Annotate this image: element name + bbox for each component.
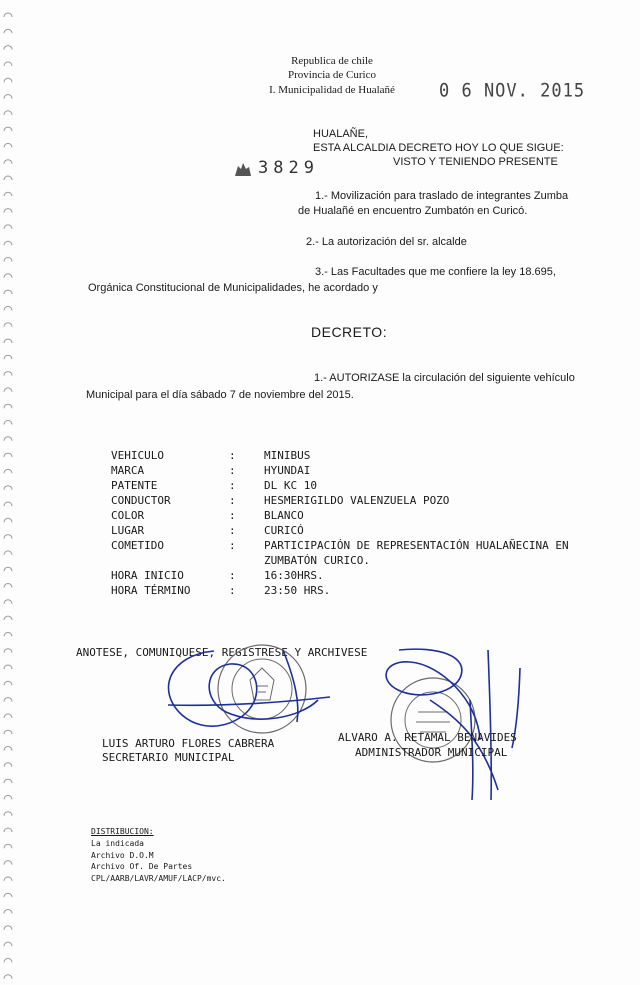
right-signer-title: ADMINISTRADOR MUNICIPAL <box>355 746 508 759</box>
distribution-item: CPL/AARB/LAVR/AMUF/LACP/mvc. <box>91 874 226 883</box>
closing-line: ANOTESE, COMUNIQUESE, REGISTRESE Y ARCHIVESE <box>76 646 368 659</box>
item1-line2: de Hualañé en encuentro Zumbatón en Curicó. <box>298 205 528 217</box>
vehicle-value: DL KC 10 <box>264 479 317 492</box>
vehicle-value: 23:50 HRS. <box>264 584 331 597</box>
vehicle-colon: : <box>229 584 236 597</box>
vehicle-label: HORA INICIO <box>111 569 184 582</box>
vehicle-colon: : <box>229 494 236 507</box>
vehicle-value: MINIBUS <box>264 449 311 462</box>
decree-number: 3829 <box>258 158 319 178</box>
decreto-p1-line2: Municipal para el día sábado 7 de noviembre del 2015. <box>86 389 354 401</box>
item3-line2: Orgánica Constitucional de Municipalidades, he acordado y <box>88 282 378 294</box>
distribution-item: Archivo Of. De Partes <box>91 862 193 871</box>
vehicle-label: LUGAR <box>111 524 145 537</box>
right-signature <box>386 649 520 800</box>
vehicle-colon: : <box>229 524 236 537</box>
province-line: Provincia de Curico <box>288 69 376 81</box>
vehicle-label: CONDUCTOR <box>111 494 171 507</box>
vehicle-label: MARCA <box>111 464 145 477</box>
decreto-heading: DECRETO: <box>311 324 388 340</box>
vehicle-label: PATENTE <box>111 479 158 492</box>
place-line: HUALAÑE, <box>313 128 369 140</box>
vehicle-value: ZUMBATÓN CURICO. <box>264 554 370 567</box>
municipality-line: I. Municipalidad de Hualañé <box>269 84 395 96</box>
item1-line1: 1.- Movilización para traslado de integrantes Zumba <box>315 190 569 202</box>
distribution-heading: DISTRIBUCION: <box>91 827 154 836</box>
vehicle-label: VEHICULO <box>111 449 164 462</box>
vehicle-colon: : <box>229 509 236 522</box>
vehicle-label: COLOR <box>111 509 145 522</box>
item3-line1: 3.- Las Facultades que me confiere la ley 18.695, <box>315 266 556 278</box>
vehicle-colon: : <box>229 569 236 582</box>
vehicle-colon: : <box>229 479 236 492</box>
vehicle-label: HORA TÉRMINO <box>111 584 191 597</box>
distribution-item: Archivo D.O.M <box>91 851 154 860</box>
vehicle-colon: : <box>229 449 236 462</box>
vehicle-value: 16:30HRS. <box>264 569 324 582</box>
vehicle-value: CURICÓ <box>264 524 304 537</box>
vehicle-colon: : <box>229 539 236 552</box>
vehicle-colon: : <box>229 464 236 477</box>
decree-intro-line: ESTA ALCALDIA DECRETO HOY LO QUE SIGUE: <box>313 142 564 154</box>
vehicle-value: HYUNDAI <box>264 464 311 477</box>
vehicle-value: HESMERIGILDO VALENZUELA POZO <box>264 494 450 507</box>
left-signer-name: LUIS ARTURO FLORES CABRERA <box>102 737 275 750</box>
vehicle-value: PARTICIPACIÓN DE REPRESENTACIÓN HUALAÑECINA EN <box>264 539 569 552</box>
left-signer-title: SECRETARIO MUNICIPAL <box>102 751 235 764</box>
distribution-item: La indicada <box>91 839 144 848</box>
vehicle-value: BLANCO <box>264 509 304 522</box>
date-stamp: 0 6 NOV. 2015 <box>439 80 586 102</box>
right-signer-name: ALVARO A. RETAMAL BENAVIDES <box>338 731 517 744</box>
country-line: Republica de chile <box>291 55 373 67</box>
vehicle-label: COMETIDO <box>111 539 164 552</box>
visto-line: VISTO Y TENIENDO PRESENTE <box>393 156 558 168</box>
item2: 2.- La autorización del sr. alcalde <box>306 236 467 248</box>
decreto-p1-line1: 1.- AUTORIZASE la circulación del siguiente vehículo <box>314 372 575 384</box>
